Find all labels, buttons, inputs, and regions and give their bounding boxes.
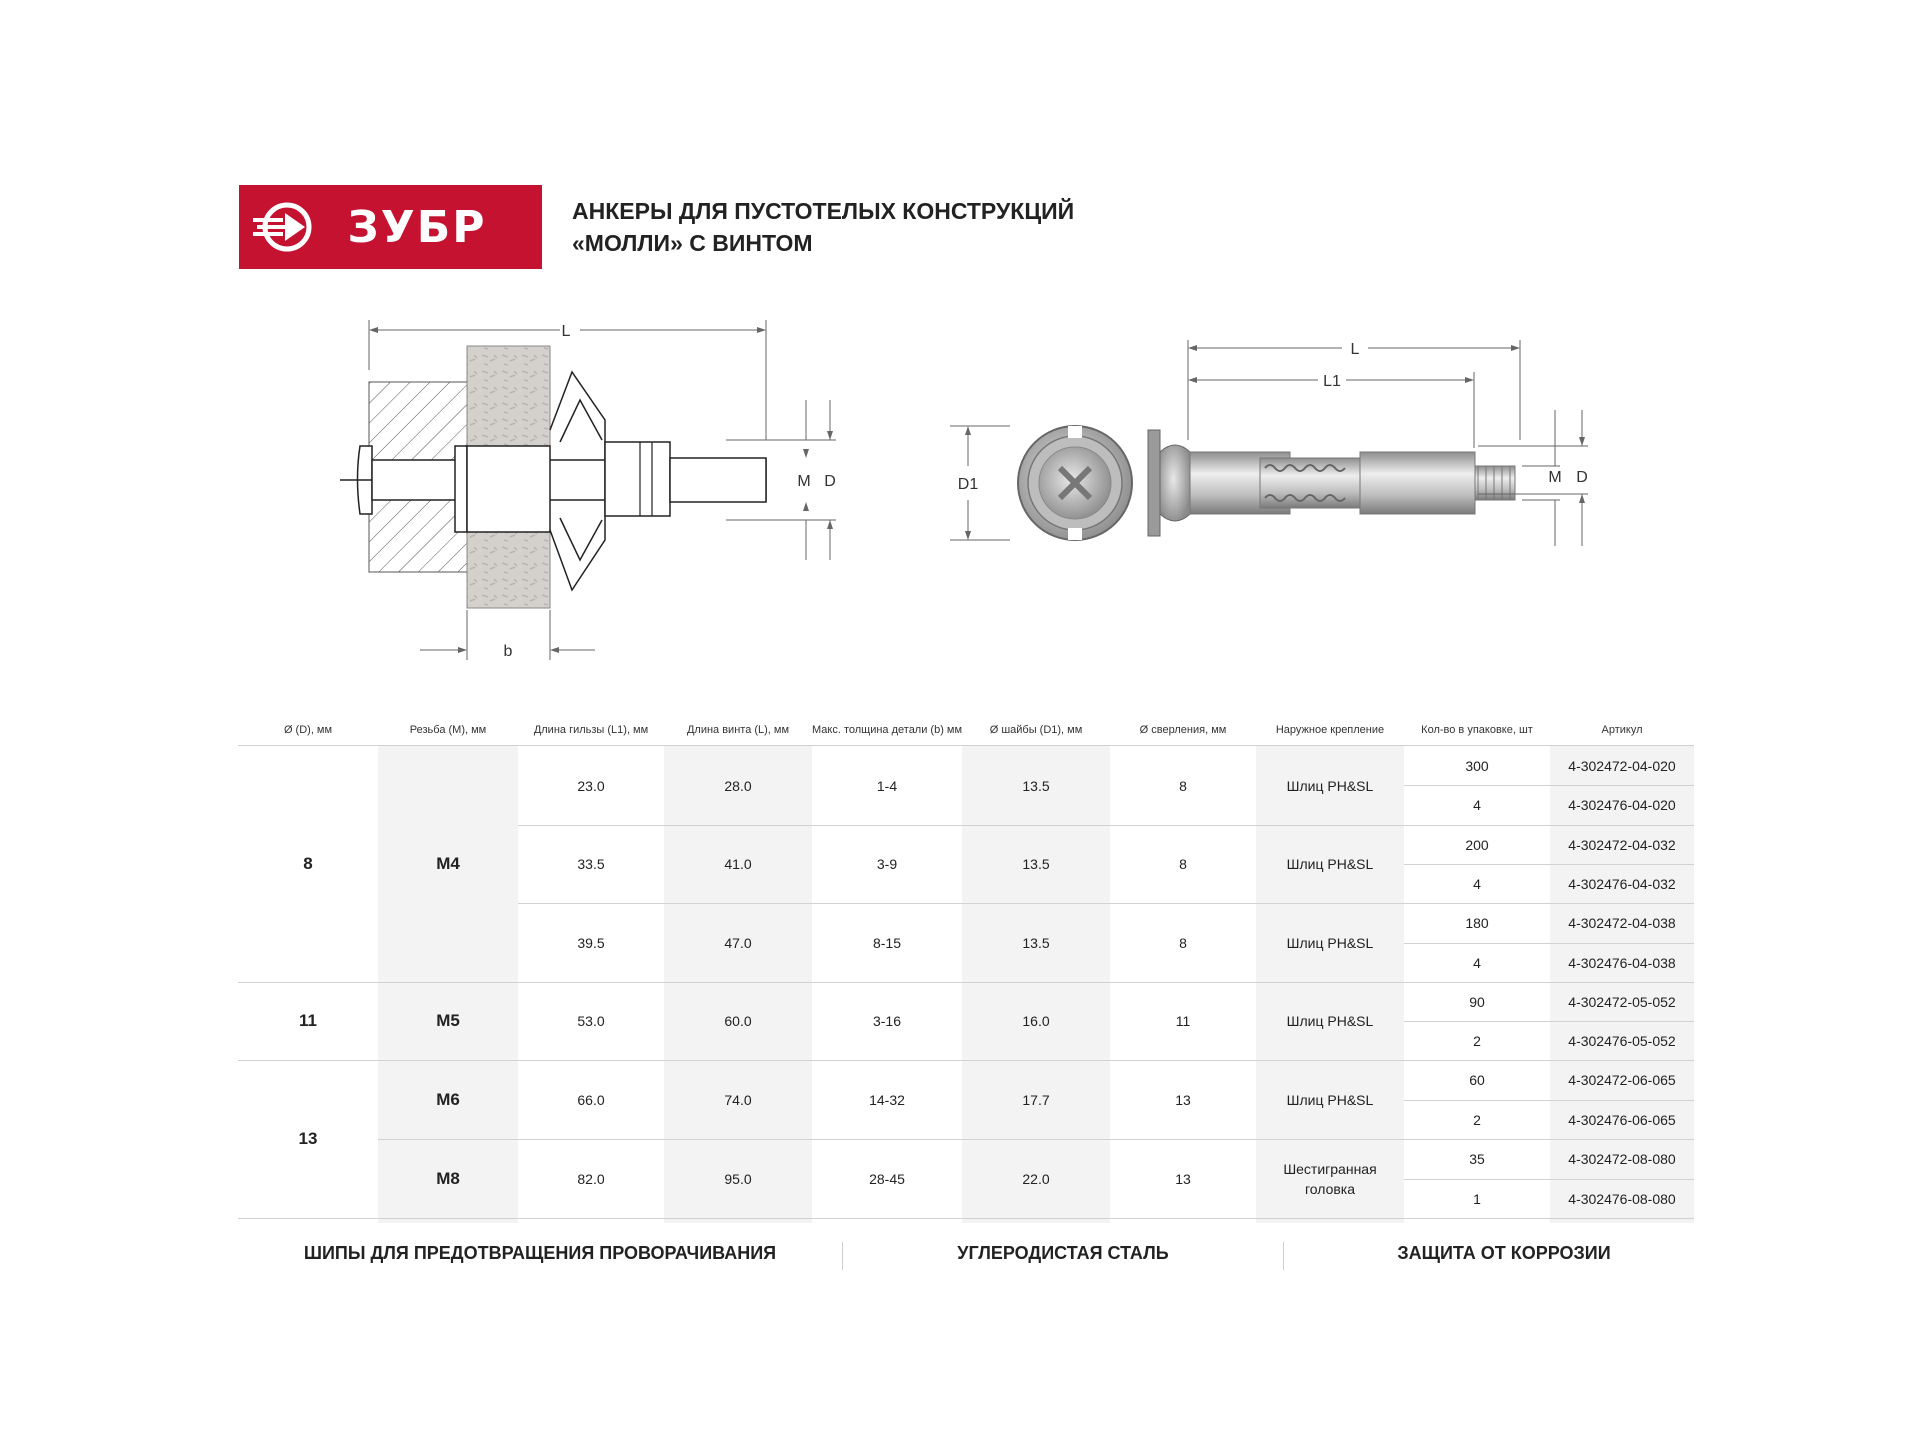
row2-l: 41.0 bbox=[724, 856, 752, 872]
row2-mount: Шлиц PH&SL bbox=[1286, 856, 1374, 872]
row6-mount-line1: Шестигранная bbox=[1283, 1160, 1377, 1177]
feature-anti-rotation: ШИПЫ ДЛЯ ПРЕДОТВРАЩЕНИЯ ПРОВОРАЧИВАНИЯ bbox=[303, 1243, 777, 1263]
row3-l1: 39.5 bbox=[577, 934, 605, 951]
row5-drill: 13 bbox=[1175, 1091, 1191, 1108]
table-bottom-line bbox=[238, 1218, 1694, 1219]
art-5: 4-302472-04-038 bbox=[1568, 915, 1676, 931]
qty-10: 2 bbox=[1473, 1111, 1481, 1128]
row5-b: 14-32 bbox=[869, 1091, 905, 1108]
row3-l: 47.0 bbox=[724, 934, 752, 951]
qty-1: 300 bbox=[1465, 757, 1489, 774]
row6-mount bbox=[1256, 1139, 1404, 1218]
row2-d1: 13.5 bbox=[1022, 856, 1050, 872]
row2-l1: 33.5 bbox=[577, 856, 605, 872]
qty-8: 2 bbox=[1473, 1032, 1481, 1049]
page-title bbox=[572, 195, 1074, 259]
qty-3: 200 bbox=[1465, 836, 1489, 853]
row5-mount: Шлиц PH&SL bbox=[1286, 1091, 1374, 1108]
dim-label-M-left: M bbox=[797, 473, 811, 490]
dim-label-L1: L1 bbox=[1323, 373, 1341, 390]
qty-6: 4 bbox=[1473, 954, 1481, 971]
m-group-m6: M6 bbox=[436, 1089, 460, 1109]
feature-corrosion: ЗАЩИТА ОТ КОРРОЗИИ bbox=[1397, 1243, 1611, 1263]
row5-d1: 17.7 bbox=[1022, 1091, 1050, 1108]
brand-name: ЗУБР bbox=[347, 202, 487, 253]
anchor-product-drawing bbox=[950, 340, 1588, 546]
art-8: 4-302476-05-052 bbox=[1568, 1032, 1676, 1049]
title-line-1: АНКЕРЫ ДЛЯ ПУСТОТЕЛЫХ КОНСТРУКЦИЙ bbox=[572, 198, 1075, 224]
row1-mount: Шлиц PH&SL bbox=[1286, 777, 1374, 794]
qty-9: 60 bbox=[1469, 1072, 1485, 1088]
title-line-2: «МОЛЛИ» С ВИНТОМ bbox=[572, 230, 813, 256]
art-12: 4-302476-08-080 bbox=[1568, 1190, 1676, 1207]
art-3: 4-302472-04-032 bbox=[1568, 836, 1676, 853]
dim-label-D-right: D bbox=[1576, 469, 1588, 486]
row1-drill: 8 bbox=[1179, 777, 1187, 794]
row6-drill: 13 bbox=[1175, 1170, 1191, 1187]
row4-d1: 16.0 bbox=[1022, 1013, 1050, 1029]
dim-label-L-right: L bbox=[1350, 341, 1360, 358]
row4-b: 3-16 bbox=[872, 1013, 902, 1029]
header-l1: Длина гильзы (L1), мм bbox=[533, 724, 649, 736]
header-d: Ø (D), мм bbox=[283, 724, 333, 736]
art-9: 4-302472-06-065 bbox=[1568, 1072, 1676, 1088]
row2-drill: 8 bbox=[1179, 856, 1187, 872]
dim-label-D-left: D bbox=[824, 473, 836, 490]
art-7: 4-302472-05-052 bbox=[1568, 993, 1676, 1010]
art-11: 4-302472-08-080 bbox=[1568, 1151, 1676, 1167]
m-group-m4: M4 bbox=[436, 854, 460, 873]
row1-l1: 23.0 bbox=[577, 777, 605, 794]
row6-l: 95.0 bbox=[724, 1170, 752, 1187]
m-group-m5: M5 bbox=[436, 1011, 460, 1030]
qty-4: 4 bbox=[1473, 875, 1481, 892]
row3-mount: Шлиц PH&SL bbox=[1286, 934, 1374, 951]
header-art: Артикул bbox=[1601, 724, 1643, 736]
header-b: Макс. толщина детали (b) мм bbox=[812, 724, 963, 736]
d-group-8: 8 bbox=[303, 854, 313, 873]
header-qty: Кол-во в упаковке, шт bbox=[1421, 724, 1533, 736]
row1-d1: 13.5 bbox=[1022, 777, 1050, 794]
header-drill: Ø сверления, мм bbox=[1139, 724, 1227, 736]
art-2: 4-302476-04-020 bbox=[1568, 797, 1676, 813]
installed-anchor-drawing bbox=[340, 320, 836, 660]
dim-label-D1: D1 bbox=[957, 476, 979, 493]
row4-l1: 53.0 bbox=[577, 1013, 605, 1029]
qty-2: 4 bbox=[1473, 797, 1481, 813]
header-d1: Ø шайбы (D1), мм bbox=[989, 724, 1083, 736]
row4-mount: Шлиц PH&SL bbox=[1286, 1013, 1374, 1029]
brand-logo bbox=[239, 185, 542, 269]
row1-l: 28.0 bbox=[724, 777, 752, 794]
technical-diagrams bbox=[0, 300, 1920, 680]
qty-12: 1 bbox=[1473, 1190, 1481, 1207]
row5-l1: 66.0 bbox=[577, 1091, 605, 1108]
d-group-11: 11 bbox=[299, 1011, 317, 1030]
qty-7: 90 bbox=[1469, 993, 1485, 1010]
row2-b: 3-9 bbox=[876, 856, 898, 872]
qty-5: 180 bbox=[1465, 915, 1489, 931]
art-10: 4-302476-06-065 bbox=[1568, 1111, 1676, 1128]
row5-l: 74.0 bbox=[724, 1091, 752, 1108]
header-l: Длина винта (L), мм bbox=[686, 724, 790, 736]
row1-b: 1-4 bbox=[876, 777, 898, 794]
dim-label-b: b bbox=[503, 643, 513, 660]
m-group-m8: M8 bbox=[436, 1168, 460, 1188]
row3-b: 8-15 bbox=[872, 934, 902, 951]
row6-b: 28-45 bbox=[869, 1170, 905, 1187]
feature-carbon-steel: УГЛЕРОДИСТАЯ СТАЛЬ bbox=[957, 1243, 1169, 1263]
dim-label-L: L bbox=[561, 323, 571, 340]
row6-l1: 82.0 bbox=[577, 1170, 605, 1187]
row3-drill: 8 bbox=[1179, 934, 1187, 951]
row6-mount-line2: головка bbox=[1304, 1180, 1356, 1197]
art-4: 4-302476-04-032 bbox=[1568, 875, 1676, 892]
header-m: Резьба (M), мм bbox=[409, 724, 487, 736]
art-6: 4-302476-04-038 bbox=[1568, 954, 1676, 971]
brand-logo-mark bbox=[239, 185, 542, 269]
row3-d1: 13.5 bbox=[1022, 934, 1050, 951]
header-mount: Наружное крепление bbox=[1275, 724, 1385, 736]
row4-drill: 11 bbox=[1175, 1013, 1191, 1029]
art-1: 4-302472-04-020 bbox=[1568, 757, 1676, 774]
row6-d1: 22.0 bbox=[1022, 1170, 1050, 1187]
qty-11: 35 bbox=[1469, 1151, 1485, 1167]
dim-label-M-right: M bbox=[1548, 469, 1562, 486]
row4-l: 60.0 bbox=[724, 1013, 752, 1029]
d-group-13: 13 bbox=[298, 1129, 318, 1148]
